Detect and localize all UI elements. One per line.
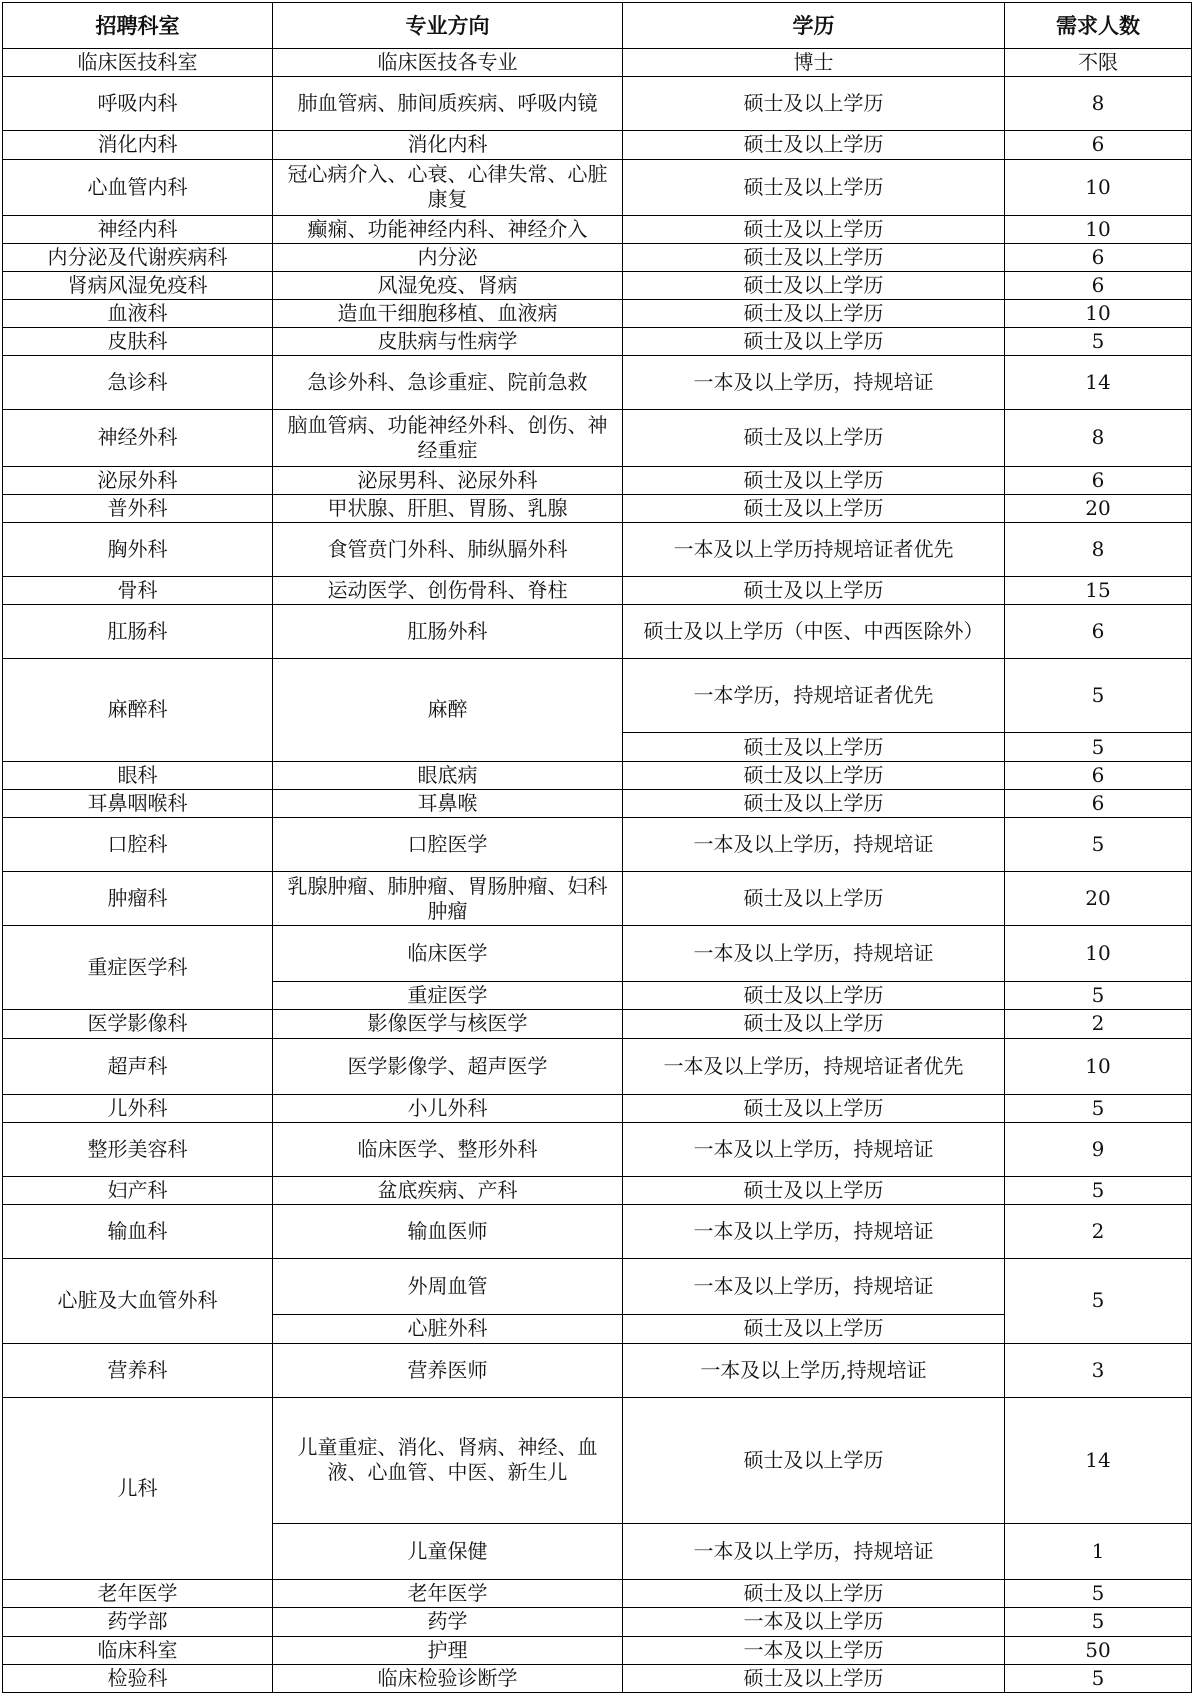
specialty-cell: 眼底病 [273, 761, 623, 789]
education-cell: 硕士及以上学历 [623, 1664, 1005, 1692]
table-row [3, 1636, 1192, 1664]
education-cell: 一本及以上学历，持规培证 [623, 1122, 1005, 1176]
specialty-cell: 口腔医学 [273, 817, 623, 871]
table-row [3, 215, 1192, 243]
headcount-cell: 10 [1005, 215, 1192, 243]
education-cell: 硕士及以上学历 [623, 1176, 1005, 1204]
specialty-cell: 急诊外科、急诊重症、院前急救 [273, 356, 623, 410]
department-cell: 超声科 [3, 1038, 273, 1094]
specialty-cell: 影像医学与核医学 [273, 1010, 623, 1038]
department-cell: 心脏及大血管外科 [3, 1259, 273, 1343]
specialty-cell: 重症医学 [273, 982, 623, 1010]
table-row [3, 243, 1192, 271]
headcount-cell: 9 [1005, 1122, 1192, 1176]
department-cell: 药学部 [3, 1608, 273, 1636]
education-cell: 硕士及以上学历 [623, 871, 1005, 925]
education-cell: 一本学历，持规培证者优先 [623, 659, 1005, 733]
headcount-cell: 8 [1005, 410, 1192, 466]
department-cell: 检验科 [3, 1664, 273, 1692]
education-cell: 一本及以上学历 [623, 1636, 1005, 1664]
table-row [3, 410, 1192, 466]
education-cell: 硕士及以上学历 [623, 271, 1005, 299]
specialty-cell: 造血干细胞移植、血液病 [273, 300, 623, 328]
specialty-cell: 运动医学、创伤骨科、脊柱 [273, 576, 623, 604]
department-cell: 普外科 [3, 494, 273, 522]
department-cell: 眼科 [3, 761, 273, 789]
department-cell: 呼吸内科 [3, 77, 273, 131]
education-cell: 硕士及以上学历（中医、中西医除外） [623, 605, 1005, 659]
education-cell: 硕士及以上学历 [623, 466, 1005, 494]
specialty-cell: 风湿免疫、肾病 [273, 271, 623, 299]
education-cell: 一本及以上学历，持规培证 [623, 1524, 1005, 1580]
headcount-cell: 6 [1005, 789, 1192, 817]
table-row [3, 761, 1192, 789]
department-cell: 内分泌及代谢疾病科 [3, 243, 273, 271]
education-cell: 一本及以上学历持规培证者优先 [623, 522, 1005, 576]
table-row [3, 1343, 1192, 1397]
table-row [3, 871, 1192, 925]
department-cell: 心血管内科 [3, 159, 273, 215]
specialty-cell: 儿童重症、消化、肾病、神经、血液、心血管、中医、新生儿 [273, 1397, 623, 1523]
headcount-cell: 5 [1005, 1664, 1192, 1692]
headcount-cell: 5 [1005, 1580, 1192, 1608]
specialty-cell: 耳鼻喉 [273, 789, 623, 817]
education-cell: 硕士及以上学历 [623, 410, 1005, 466]
specialty-cell: 小儿外科 [273, 1094, 623, 1122]
education-cell: 硕士及以上学历 [623, 243, 1005, 271]
department-cell: 神经内科 [3, 215, 273, 243]
education-cell: 硕士及以上学历 [623, 761, 1005, 789]
department-cell: 麻醉科 [3, 659, 273, 761]
specialty-cell: 甲状腺、肝胆、胃肠、乳腺 [273, 494, 623, 522]
department-cell: 神经外科 [3, 410, 273, 466]
specialty-cell: 临床检验诊断学 [273, 1664, 623, 1692]
table-row [3, 494, 1192, 522]
table-row [3, 271, 1192, 299]
headcount-cell: 1 [1005, 1524, 1192, 1580]
specialty-cell: 药学 [273, 1608, 623, 1636]
department-cell: 泌尿外科 [3, 466, 273, 494]
headcount-cell: 5 [1005, 817, 1192, 871]
headcount-cell: 6 [1005, 466, 1192, 494]
table-row [3, 926, 1192, 982]
table-row [3, 466, 1192, 494]
headcount-cell: 2 [1005, 1010, 1192, 1038]
header-row [3, 3, 1192, 49]
department-cell: 口腔科 [3, 817, 273, 871]
table-row [3, 1038, 1192, 1094]
headcount-cell: 5 [1005, 1176, 1192, 1204]
department-cell: 输血科 [3, 1205, 273, 1259]
specialty-cell: 脑血管病、功能神经外科、创伤、神经重症 [273, 410, 623, 466]
table-row [3, 1122, 1192, 1176]
department-cell: 妇产科 [3, 1176, 273, 1204]
education-cell: 硕士及以上学历 [623, 1397, 1005, 1523]
table-row [3, 1608, 1192, 1636]
specialty-cell: 乳腺肿瘤、肺肿瘤、胃肠肿瘤、妇科肿瘤 [273, 871, 623, 925]
department-cell: 耳鼻咽喉科 [3, 789, 273, 817]
table-row [3, 576, 1192, 604]
headcount-cell: 20 [1005, 494, 1192, 522]
table-row [3, 605, 1192, 659]
table-row [3, 356, 1192, 410]
table-row [3, 522, 1192, 576]
specialty-cell: 盆底疾病、产科 [273, 1176, 623, 1204]
department-cell: 血液科 [3, 300, 273, 328]
table-row [3, 1205, 1192, 1259]
headcount-cell: 2 [1005, 1205, 1192, 1259]
table-row [3, 789, 1192, 817]
education-cell: 硕士及以上学历 [623, 1094, 1005, 1122]
education-cell: 硕士及以上学历 [623, 982, 1005, 1010]
education-cell: 硕士及以上学历 [623, 1010, 1005, 1038]
headcount-cell: 5 [1005, 328, 1192, 356]
headcount-cell: 10 [1005, 1038, 1192, 1094]
headcount-cell: 6 [1005, 131, 1192, 159]
department-cell: 胸外科 [3, 522, 273, 576]
department-cell: 肿瘤科 [3, 871, 273, 925]
headcount-cell: 15 [1005, 576, 1192, 604]
department-cell: 营养科 [3, 1343, 273, 1397]
table-row [3, 1094, 1192, 1122]
education-cell: 一本及以上学历，持规培证 [623, 817, 1005, 871]
header-specialty: 专业方向 [273, 3, 623, 49]
education-cell: 硕士及以上学历 [623, 1315, 1005, 1343]
table-row [3, 300, 1192, 328]
education-cell: 一本及以上学历，持规培证 [623, 926, 1005, 982]
specialty-cell: 老年医学 [273, 1580, 623, 1608]
specialty-cell: 食管贲门外科、肺纵膈外科 [273, 522, 623, 576]
department-cell: 骨科 [3, 576, 273, 604]
headcount-cell: 5 [1005, 1094, 1192, 1122]
department-cell: 整形美容科 [3, 1122, 273, 1176]
department-cell: 肾病风湿免疫科 [3, 271, 273, 299]
specialty-cell: 肛肠外科 [273, 605, 623, 659]
specialty-cell: 皮肤病与性病学 [273, 328, 623, 356]
department-cell: 临床科室 [3, 1636, 273, 1664]
education-cell: 一本及以上学历 [623, 1608, 1005, 1636]
table-row [3, 1664, 1192, 1692]
table-row [3, 328, 1192, 356]
headcount-cell: 10 [1005, 926, 1192, 982]
headcount-cell: 5 [1005, 733, 1192, 761]
specialty-cell: 心脏外科 [273, 1315, 623, 1343]
department-cell: 消化内科 [3, 131, 273, 159]
department-cell: 儿外科 [3, 1094, 273, 1122]
table-row [3, 1580, 1192, 1608]
education-cell: 硕士及以上学历 [623, 159, 1005, 215]
department-cell: 老年医学 [3, 1580, 273, 1608]
specialty-cell: 癫痫、功能神经内科、神经介入 [273, 215, 623, 243]
specialty-cell: 临床医学 [273, 926, 623, 982]
department-cell: 皮肤科 [3, 328, 273, 356]
specialty-cell: 医学影像学、超声医学 [273, 1038, 623, 1094]
education-cell: 硕士及以上学历 [623, 300, 1005, 328]
headcount-cell: 不限 [1005, 49, 1192, 77]
recruitment-table [2, 2, 1192, 1693]
table-row [3, 1397, 1192, 1523]
education-cell: 硕士及以上学历 [623, 576, 1005, 604]
specialty-cell: 临床医技各专业 [273, 49, 623, 77]
specialty-cell: 肺血管病、肺间质疾病、呼吸内镜 [273, 77, 623, 131]
education-cell: 一本及以上学历，持规培证 [623, 1205, 1005, 1259]
specialty-cell: 消化内科 [273, 131, 623, 159]
header-department: 招聘科室 [3, 3, 273, 49]
department-cell: 急诊科 [3, 356, 273, 410]
table-row [3, 817, 1192, 871]
education-cell: 硕士及以上学历 [623, 1580, 1005, 1608]
headcount-cell: 14 [1005, 1397, 1192, 1523]
department-cell: 重症医学科 [3, 926, 273, 1010]
education-cell: 一本及以上学历，持规培证者优先 [623, 1038, 1005, 1094]
headcount-cell: 6 [1005, 243, 1192, 271]
table-row [3, 49, 1192, 77]
specialty-cell: 输血医师 [273, 1205, 623, 1259]
department-cell: 医学影像科 [3, 1010, 273, 1038]
education-cell: 硕士及以上学历 [623, 789, 1005, 817]
headcount-cell: 5 [1005, 659, 1192, 733]
table-row [3, 131, 1192, 159]
education-cell: 硕士及以上学历 [623, 494, 1005, 522]
education-cell: 一本及以上学历,持规培证 [623, 1343, 1005, 1397]
table-row [3, 1176, 1192, 1204]
table-row [3, 1259, 1192, 1315]
headcount-cell: 8 [1005, 522, 1192, 576]
specialty-cell: 内分泌 [273, 243, 623, 271]
headcount-cell: 6 [1005, 761, 1192, 789]
headcount-cell: 5 [1005, 1259, 1192, 1343]
education-cell: 硕士及以上学历 [623, 215, 1005, 243]
specialty-cell: 麻醉 [273, 659, 623, 761]
specialty-cell: 护理 [273, 1636, 623, 1664]
specialty-cell: 冠心病介入、心衰、心律失常、心脏康复 [273, 159, 623, 215]
table-row [3, 659, 1192, 733]
header-headcount: 需求人数 [1005, 3, 1192, 49]
headcount-cell: 10 [1005, 300, 1192, 328]
headcount-cell: 14 [1005, 356, 1192, 410]
department-cell: 儿科 [3, 1397, 273, 1580]
table-row [3, 77, 1192, 131]
headcount-cell: 5 [1005, 982, 1192, 1010]
specialty-cell: 外周血管 [273, 1259, 623, 1315]
education-cell: 硕士及以上学历 [623, 77, 1005, 131]
headcount-cell: 20 [1005, 871, 1192, 925]
headcount-cell: 5 [1005, 1608, 1192, 1636]
table-row [3, 1010, 1192, 1038]
education-cell: 一本及以上学历，持规培证 [623, 1259, 1005, 1315]
specialty-cell: 营养医师 [273, 1343, 623, 1397]
headcount-cell: 6 [1005, 605, 1192, 659]
headcount-cell: 10 [1005, 159, 1192, 215]
education-cell: 博士 [623, 49, 1005, 77]
headcount-cell: 8 [1005, 77, 1192, 131]
table-row [3, 159, 1192, 215]
headcount-cell: 3 [1005, 1343, 1192, 1397]
headcount-cell: 6 [1005, 271, 1192, 299]
education-cell: 硕士及以上学历 [623, 733, 1005, 761]
department-cell: 肛肠科 [3, 605, 273, 659]
specialty-cell: 泌尿男科、泌尿外科 [273, 466, 623, 494]
education-cell: 一本及以上学历，持规培证 [623, 356, 1005, 410]
specialty-cell: 临床医学、整形外科 [273, 1122, 623, 1176]
specialty-cell: 儿童保健 [273, 1524, 623, 1580]
education-cell: 硕士及以上学历 [623, 131, 1005, 159]
header-education: 学历 [623, 3, 1005, 49]
education-cell: 硕士及以上学历 [623, 328, 1005, 356]
headcount-cell: 50 [1005, 1636, 1192, 1664]
department-cell: 临床医技科室 [3, 49, 273, 77]
